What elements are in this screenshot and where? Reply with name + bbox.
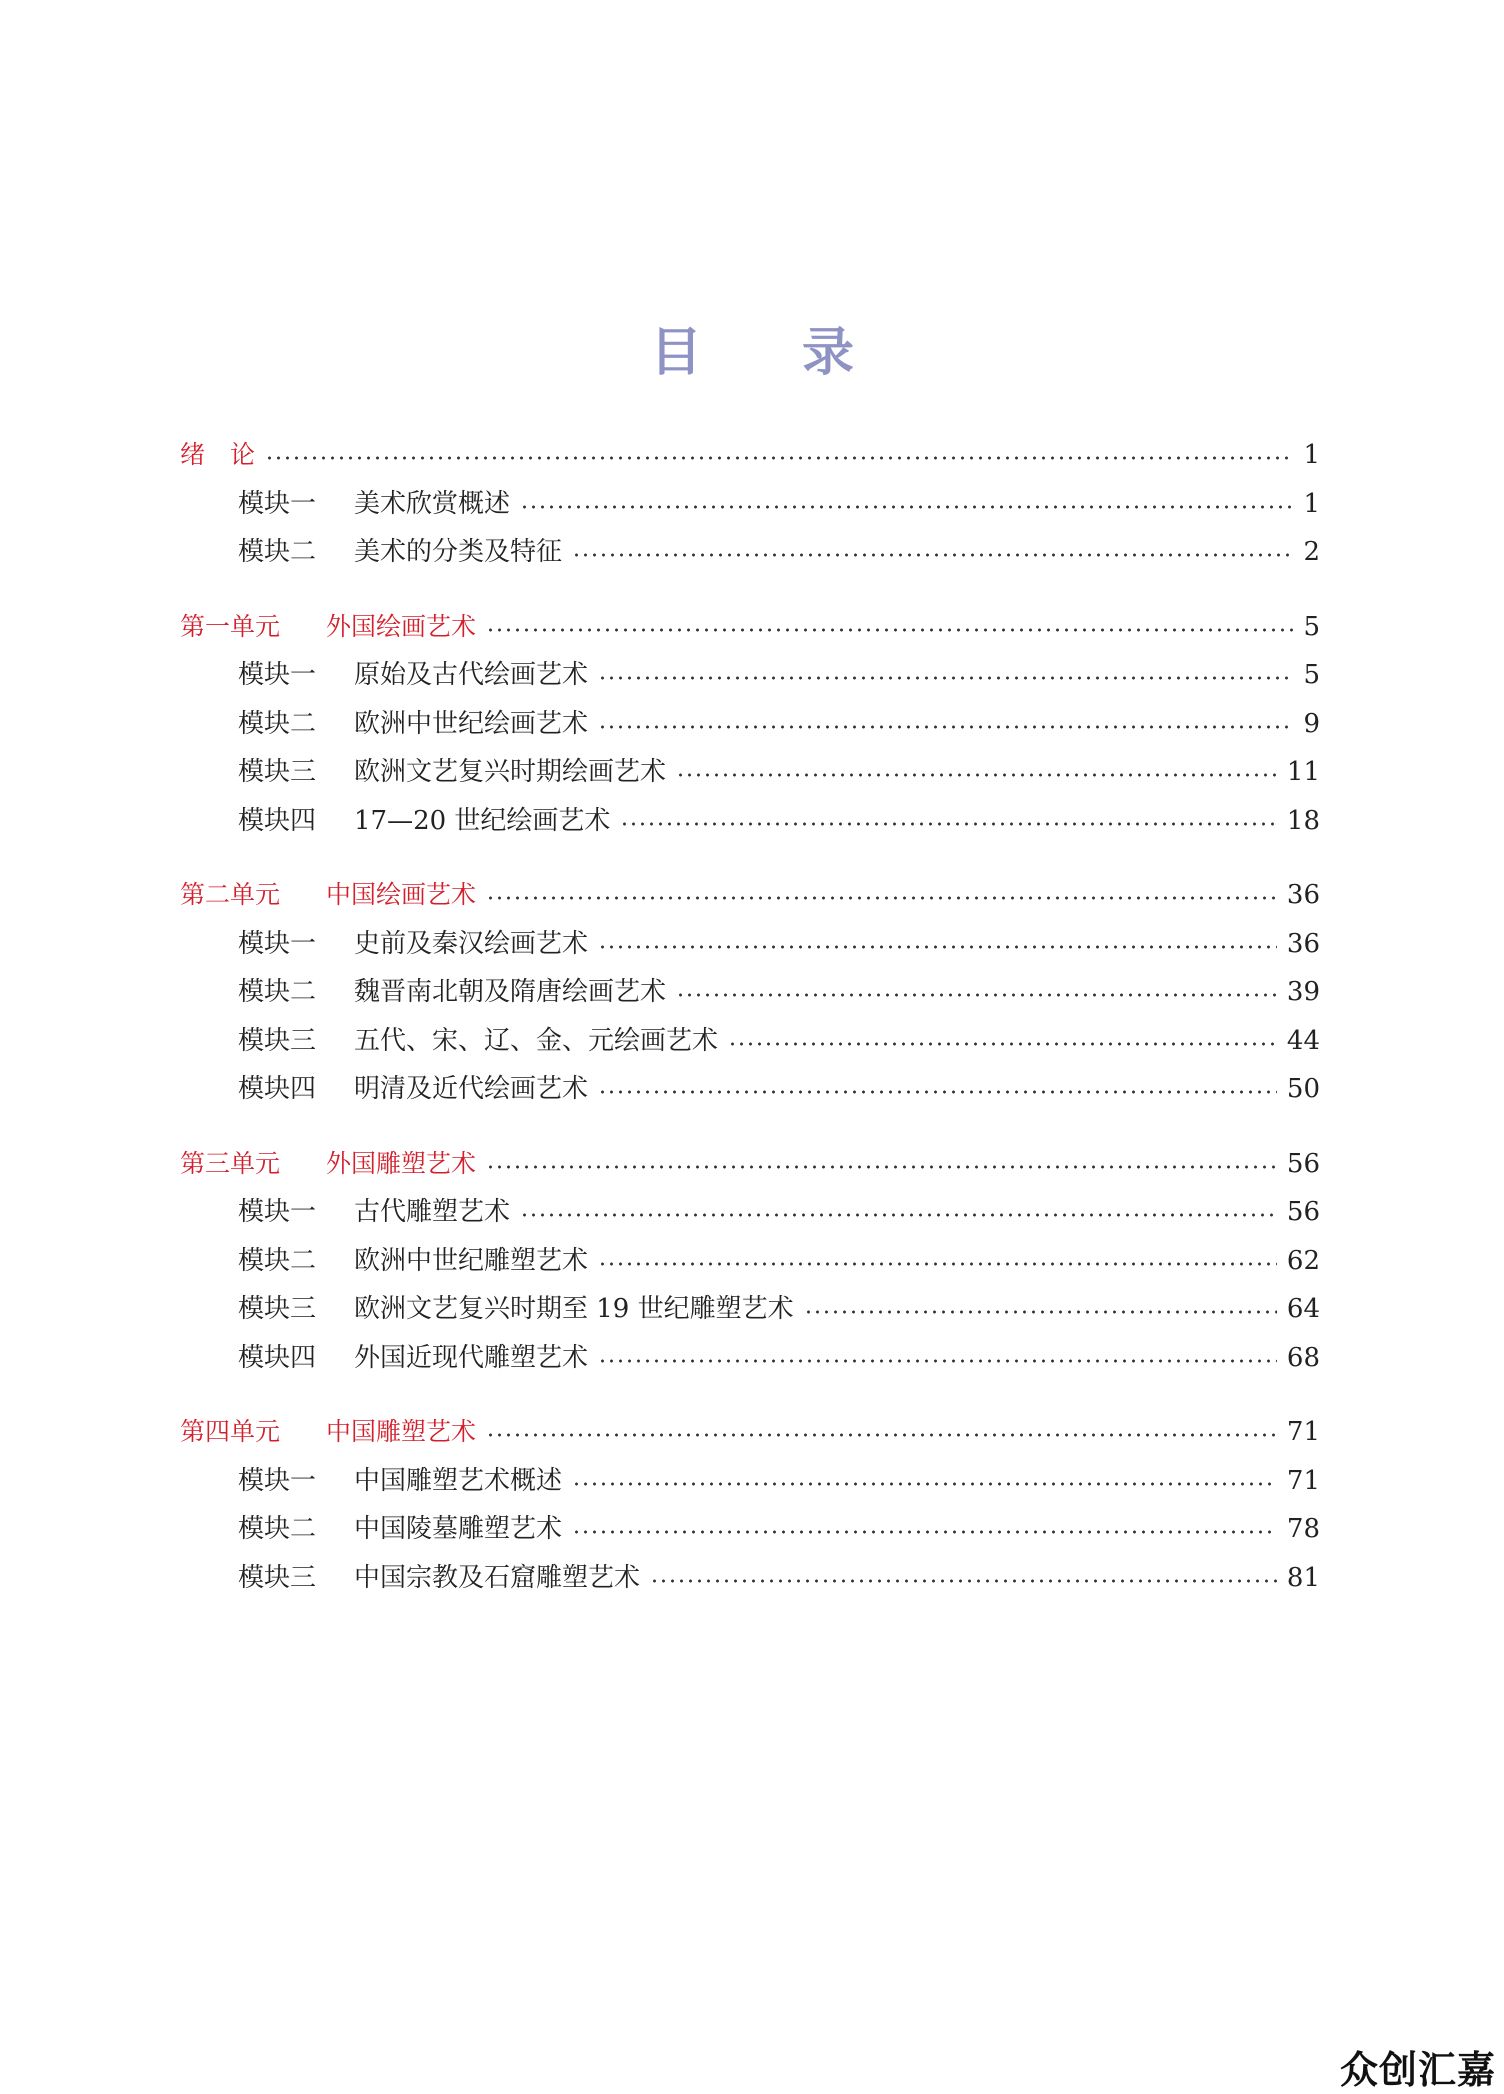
dot-leader — [486, 1165, 1277, 1169]
title-char-1: 目 — [649, 322, 702, 383]
toc-page-number: 78 — [1286, 1514, 1320, 1544]
toc-page-number: 44 — [1286, 1025, 1320, 1056]
dot-leader — [265, 456, 1293, 460]
toc-entry-label — [238, 1192, 510, 1232]
toc-module-entry[interactable] — [238, 1192, 1320, 1232]
toc-entry-label — [238, 655, 588, 695]
toc-page-number: 81 — [1286, 1562, 1320, 1593]
dot-leader — [486, 628, 1293, 632]
toc-entry-label — [180, 607, 476, 647]
toc-entry-title: 中国雕塑艺术概述 — [354, 1465, 563, 1496]
dot-leader — [520, 1213, 1277, 1217]
toc-page-number: 71 — [1286, 1417, 1320, 1447]
toc-page-number: 56 — [1286, 1197, 1320, 1227]
toc-entry-title: 外国近现代雕塑艺术 — [354, 1342, 589, 1373]
toc-entry-number: 模块三 — [238, 1294, 317, 1324]
toc-entry-label — [238, 532, 562, 572]
dot-leader — [486, 896, 1277, 900]
toc-entry-label — [238, 1509, 562, 1549]
toc-module-entry[interactable] — [238, 532, 1320, 572]
toc-page-number: 1 — [1303, 440, 1320, 470]
toc-module-entry[interactable] — [238, 1289, 1320, 1329]
toc-entry-title: 五代、宋、辽、金、元绘画艺术 — [354, 1025, 719, 1056]
toc-entry-title: 古代雕塑艺术 — [354, 1197, 511, 1227]
dot-leader — [572, 1530, 1277, 1534]
toc-entry-label — [238, 1069, 588, 1109]
toc-module-entry[interactable] — [238, 1461, 1320, 1501]
toc-unit-entry[interactable] — [180, 607, 1320, 647]
toc-entry-label — [238, 924, 588, 964]
toc-module-entry[interactable] — [238, 1021, 1320, 1061]
toc-page-number: 5 — [1303, 611, 1320, 642]
dot-leader — [620, 822, 1276, 826]
toc-entry-number: 模块四 — [238, 1342, 317, 1373]
toc-unit-entry[interactable] — [180, 1412, 1320, 1452]
dot-leader — [520, 505, 1293, 509]
toc-entry-title: 17—20 世纪绘画艺术 — [354, 805, 611, 836]
toc-entry-title: 魏晋南北朝及隋唐绘画艺术 — [354, 977, 667, 1007]
toc-entry-title: 美术欣赏概述 — [354, 488, 511, 519]
toc-module-entry[interactable] — [238, 1069, 1320, 1109]
toc-page-number: 11 — [1286, 757, 1320, 787]
toc-page-number: 68 — [1286, 1342, 1320, 1373]
toc-page-number: 36 — [1286, 880, 1320, 910]
toc-entry-number: 模块一 — [238, 488, 317, 519]
toc-page-number: 9 — [1303, 708, 1320, 739]
dot-leader — [598, 945, 1277, 949]
dot-leader — [598, 725, 1293, 729]
toc-module-entry[interactable] — [238, 655, 1320, 695]
toc-entry-number: 第三单元 — [180, 1148, 281, 1178]
toc-entry-label — [238, 801, 610, 841]
toc-entry-title: 中国雕塑艺术 — [326, 1417, 477, 1446]
dot-leader — [486, 1433, 1277, 1437]
dot-leader — [650, 1579, 1277, 1583]
watermark-logo: 众创汇嘉 — [1339, 2048, 1496, 2092]
dot-leader — [572, 1482, 1277, 1486]
toc-page-number: 71 — [1286, 1465, 1320, 1496]
toc-page-number: 62 — [1286, 1245, 1320, 1276]
toc-module-entry[interactable] — [238, 752, 1320, 792]
toc-entry-number: 第一单元 — [180, 611, 281, 641]
toc-entry-number: 第二单元 — [180, 880, 281, 909]
toc-entry-title: 美术的分类及特征 — [354, 537, 563, 567]
dot-leader — [572, 553, 1293, 557]
toc-entry-number: 第四单元 — [180, 1417, 281, 1446]
toc-entry-number: 绪 论 — [180, 440, 256, 469]
toc-entry-label — [180, 1144, 476, 1184]
toc-module-entry[interactable] — [238, 801, 1320, 841]
toc-entry-title: 中国宗教及石窟雕塑艺术 — [354, 1562, 641, 1593]
toc-entry-number: 模块三 — [238, 1025, 317, 1056]
title-char-2: 录 — [802, 322, 855, 383]
toc-entry-number: 模块一 — [238, 1197, 317, 1227]
toc-module-entry[interactable] — [238, 704, 1320, 744]
toc-page-number: 50 — [1286, 1074, 1320, 1104]
toc-entry-title: 史前及秦汉绘画艺术 — [354, 928, 589, 959]
toc-module-entry[interactable] — [238, 924, 1320, 964]
toc-page-number: 18 — [1286, 805, 1320, 836]
toc-entry-title: 欧洲文艺复兴时期至 19 世纪雕塑艺术 — [354, 1294, 794, 1324]
toc-entry-number: 模块二 — [238, 1245, 317, 1276]
toc-entry-label — [238, 972, 666, 1012]
dot-leader — [598, 1262, 1277, 1266]
toc-entry-title: 原始及古代绘画艺术 — [354, 660, 589, 690]
toc-entry-label — [238, 1289, 794, 1329]
toc-unit-entry[interactable] — [180, 1144, 1320, 1184]
toc-entry-title: 欧洲文艺复兴时期绘画艺术 — [354, 757, 667, 787]
toc-page-number: 5 — [1303, 660, 1320, 690]
toc-entry-title: 外国雕塑艺术 — [326, 1148, 477, 1178]
toc-entry-title: 欧洲中世纪绘画艺术 — [354, 708, 589, 739]
toc-entry-number: 模块二 — [238, 1514, 317, 1544]
toc-entry-label — [238, 1338, 588, 1378]
toc-entry-label — [180, 1412, 476, 1452]
toc-page-number: 56 — [1286, 1148, 1320, 1179]
toc-page-number: 1 — [1303, 488, 1320, 519]
toc-entry-label — [238, 704, 588, 744]
dot-leader — [598, 1090, 1277, 1094]
dot-leader — [804, 1310, 1277, 1314]
toc-page-number: 2 — [1303, 537, 1320, 567]
toc-entry-label — [180, 435, 255, 475]
toc-entry-number: 模块二 — [238, 537, 317, 567]
toc-unit-entry[interactable] — [180, 435, 1320, 475]
toc-entry-number: 模块一 — [238, 928, 317, 959]
toc-entry-label — [238, 752, 666, 792]
toc-entry-label — [238, 1241, 588, 1281]
toc-entry-number: 模块四 — [238, 1074, 317, 1104]
dot-leader — [676, 773, 1277, 777]
toc-entry-label — [238, 484, 510, 524]
toc-module-entry[interactable] — [238, 484, 1320, 524]
toc-entry-number: 模块三 — [238, 1562, 317, 1593]
toc-entry-label — [238, 1558, 640, 1598]
toc-module-entry[interactable] — [238, 1509, 1320, 1549]
toc-entry-number: 模块三 — [238, 757, 317, 787]
toc-entry-number: 模块一 — [238, 660, 317, 690]
dot-leader — [728, 1042, 1277, 1046]
toc-entry-number: 模块一 — [238, 1465, 317, 1496]
toc-module-entry[interactable] — [238, 1558, 1320, 1598]
toc-module-entry[interactable] — [238, 1241, 1320, 1281]
toc-entry-title: 外国绘画艺术 — [326, 611, 477, 641]
toc-entry-title: 欧洲中世纪雕塑艺术 — [354, 1245, 589, 1276]
toc-entry-title: 明清及近代绘画艺术 — [354, 1074, 589, 1104]
toc-entry-title: 中国绘画艺术 — [326, 880, 477, 909]
toc-entry-title: 中国陵墓雕塑艺术 — [354, 1514, 563, 1544]
toc-entry-number: 模块二 — [238, 708, 317, 739]
toc-entry-label — [238, 1461, 562, 1501]
toc-entry-number: 模块二 — [238, 977, 317, 1007]
toc-page-number: 39 — [1286, 977, 1320, 1007]
toc-page-number: 64 — [1286, 1294, 1320, 1324]
toc-entry-label — [238, 1021, 718, 1061]
toc-unit-entry[interactable] — [180, 875, 1320, 915]
dot-leader — [598, 1359, 1277, 1363]
toc-entry-label — [180, 875, 476, 915]
toc-module-entry[interactable] — [238, 1338, 1320, 1378]
toc-page-number: 36 — [1286, 928, 1320, 959]
toc-entry-number: 模块四 — [238, 805, 317, 836]
dot-leader — [598, 676, 1293, 680]
toc-module-entry[interactable] — [238, 972, 1320, 1012]
dot-leader — [676, 993, 1277, 997]
